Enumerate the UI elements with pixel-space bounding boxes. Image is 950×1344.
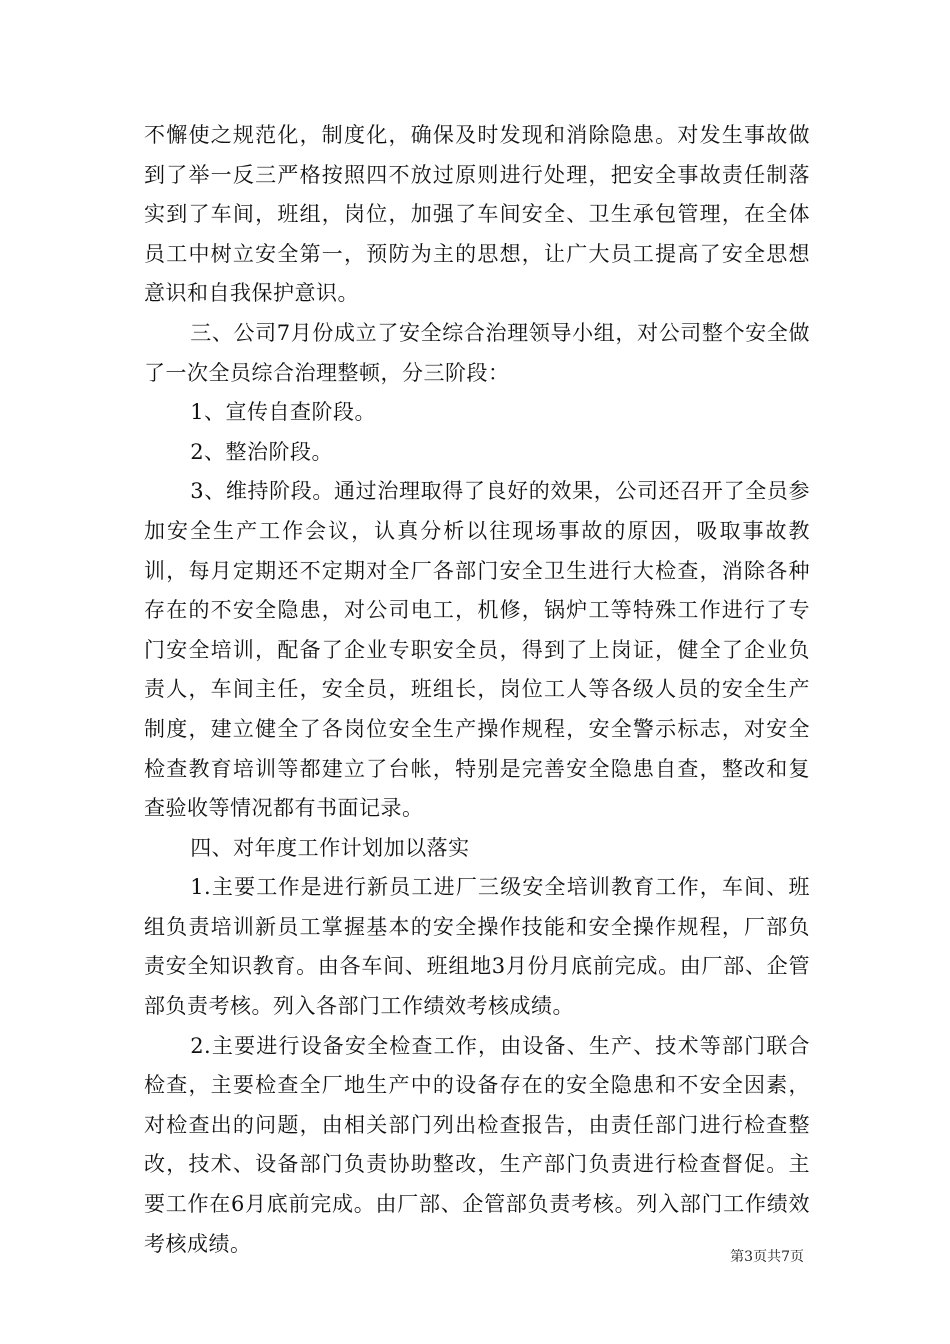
paragraph-stage-one: 1、宣传自查阶段。 (190, 400, 377, 425)
paragraph-section-three: 三、公司7月份成立了安全综合治理领导小组，对公司整个安全做了一次全员综合治理整顿，分三阶段： (144, 320, 810, 385)
paragraph-section-four: 四、对年度工作计划加以落实 (190, 835, 470, 860)
document-body (144, 116, 810, 1264)
paragraph-plan-item-two: 2.主要进行设备安全检查工作，由设备、生产、技术等部门联合检查，主要检查全厂地生产中的设备存在的安全隐患和不安全因素，对检查出的问题，由相关部门列出检查报告，由责任部门进行检查整改，技术、设备部门负责协助整改，生产部门负责进行检查督促。主要工作在6月底前完成。由厂部、企管部负责考核。列入部门工作绩效考核成绩。 (144, 1033, 810, 1256)
paragraph-plan-item-one: 1.主要工作是进行新员工进厂三级安全培训教育工作，车间、班组负责培训新员工掌握基本的安全操作技能和安全操作规程，厂部负责安全知识教育。由各车间、班组地3月份月底前完成。由厂部、企管部负责考核。列入各部门工作绩效考核成绩。 (144, 875, 810, 1019)
paragraph-continuation: 不懈使之规范化，制度化，确保及时发现和消除隐患。对发生事故做到了举一反三严格按照四不放过原则进行处理，把安全事故责任制落实到了车间，班组，岗位，加强了车间安全、卫生承包管理，在全体员工中树立安全第一，预防为主的思想，让广大员工提高了安全思想意识和自我保护意识。 (144, 123, 810, 306)
paragraph-stage-three: 3、维持阶段。通过治理取得了良好的效果，公司还召开了全员参加安全生产工作会议，认真分析以往现场事故的原因，吸取事故教训，每月定期还不定期对全厂各部门安全卫生进行大检查，消除各种存在的不安全隐患，对公司电工，机修，锅炉工等特殊工作进行了专门安全培训，配备了企业专职安全员，得到了上岗证，健全了企业负责人，车间主任，安全员，班组长，岗位工人等各级人员的安全生产制度，建立健全了各岗位安全生产操作规程，安全警示标志，对安全检查教育培训等都建立了台帐，特别是完善安全隐患自查，整改和复查验收等情况都有书面记录。 (144, 479, 810, 821)
paragraph-stage-two: 2、整治阶段。 (190, 439, 334, 464)
page-number-footer: 第3页共7页 (730, 1249, 804, 1265)
